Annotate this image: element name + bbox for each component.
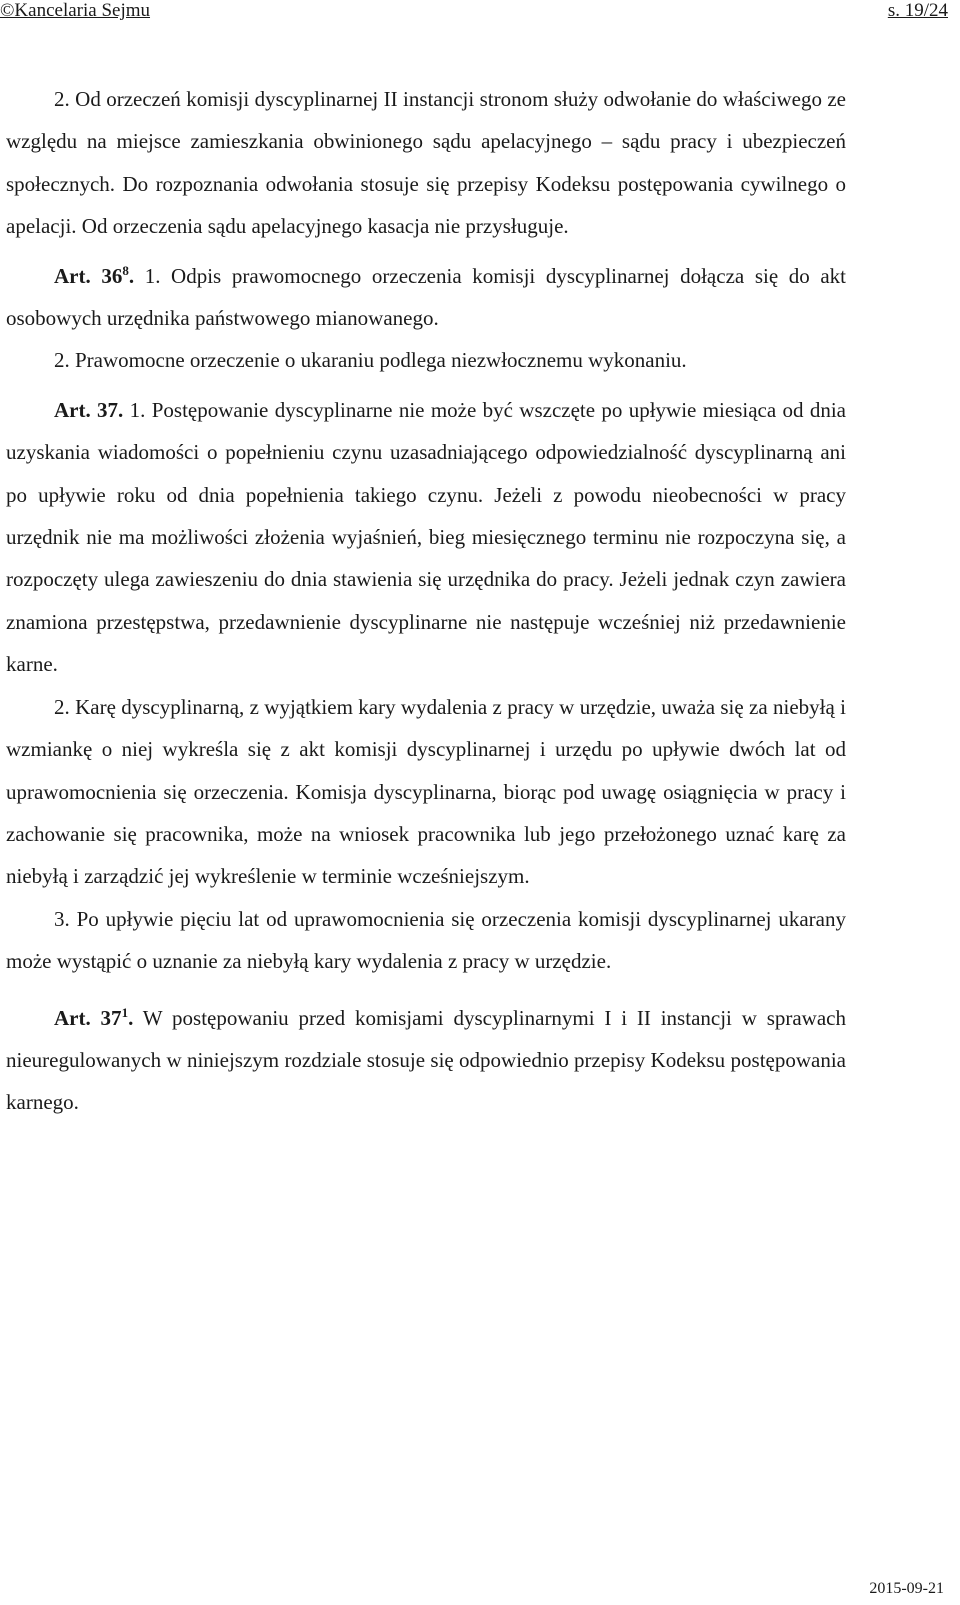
page-header: [0, 0, 960, 28]
art37-par1: [6, 389, 846, 686]
page-number: s. 19/24: [887, 0, 948, 21]
art36-7-par2: 2. Od orzeczeń komisji dyscyplinarnej II instancji stronom służy odwołanie do właściwego ze względu na miejsce zamieszkania obwinionego sądu apelacyjnego – sądu pracy i ubezpieczeń społecznych. Do rozpoznania odwołania stosuje się przepisy Kodeksu postępowania cywilnego o apelacji. Od orzeczenia sądu apelacyjnego kasacja nie przysługuje.: [6, 87, 846, 239]
publisher-link[interactable]: ©Kancelaria Sejmu: [0, 0, 151, 21]
article-superscript: 8: [122, 262, 129, 278]
article-label: Art. $37^1$.: [54, 1004, 134, 1030]
article-text: 1. Odpis prawomocnego orzeczenia komisji dyscyplinarnej dołącza się do akt osobowych urzędnika państwowego mianowanego.: [6, 263, 847, 331]
article-superscript: 1: [121, 1004, 129, 1020]
article-label: Art. $36^8$.: [54, 262, 135, 288]
document-body: [6, 78, 846, 1124]
article-label: Art. 37.: [54, 397, 124, 422]
article-text: 1. Postępowanie dyscyplinarne nie może być wszczęte po upływie miesiąca od dnia uzyskania wiadomości o popełnieniu czynu uzasadniającego odpowiedzialność dyscyplinarną ani po upływie roku od dnia popełnienia takiego czynu. Jeżeli z powodu nieobecności w pracy urzędnik nie ma możliwości złożenia wyjaśnień, bieg miesięcznego terminu nie rozpoczyna się, a rozpoczęty ulega zawieszeniu do dnia stawienia się urzędnika do pracy. Jeżeli jednak czyn zawiera znamiona przestępstwa, przedawnienie dyscyplinarne nie następuje wcześniej niż przedawnienie karne.: [6, 397, 846, 677]
art36-8-par2: 2. Prawomocne orzeczenie o ukaraniu podlega niezwłocznemu wykonaniu.: [54, 348, 687, 373]
art36-8-par1: [6, 255, 846, 340]
art37-par3: 3. Po upływie pięciu lat od uprawomocnienia się orzeczenia komisji dyscyplinarnej ukarany może wystąpić o uznanie za niebyłą kary wydalenia z pracy w urzędzie.: [6, 906, 846, 974]
art37-par2: 2. Karę dyscyplinarną, z wyjątkiem kary wydalenia z pracy w urzędzie, uważa się za niebyłą i wzmiankę o niej wykreśla się z akt komisji dyscyplinarnej i urzędu po upływie dwóch lat od uprawomocnienia się orzeczenia. Komisja dyscyplinarna, biorąc pod uwagę osiągnięcia w pracy i zachowanie się pracownika, może na wniosek pracownika lub jego przełożonego uznać karę za niebyłą i zarządzić jej wykreślenie w terminie wcześniejszym.: [6, 694, 846, 889]
article-text: W postępowaniu przed komisjami dyscyplinarnymi I i II instancji w sprawach nieuregulowanych w niniejszym rozdziale stosuje się odpowiednio przepisy Kodeksu postępowania karnego.: [6, 1005, 846, 1115]
art37-1: [6, 997, 846, 1124]
document-date: 2015-09-21: [869, 1580, 944, 1597]
